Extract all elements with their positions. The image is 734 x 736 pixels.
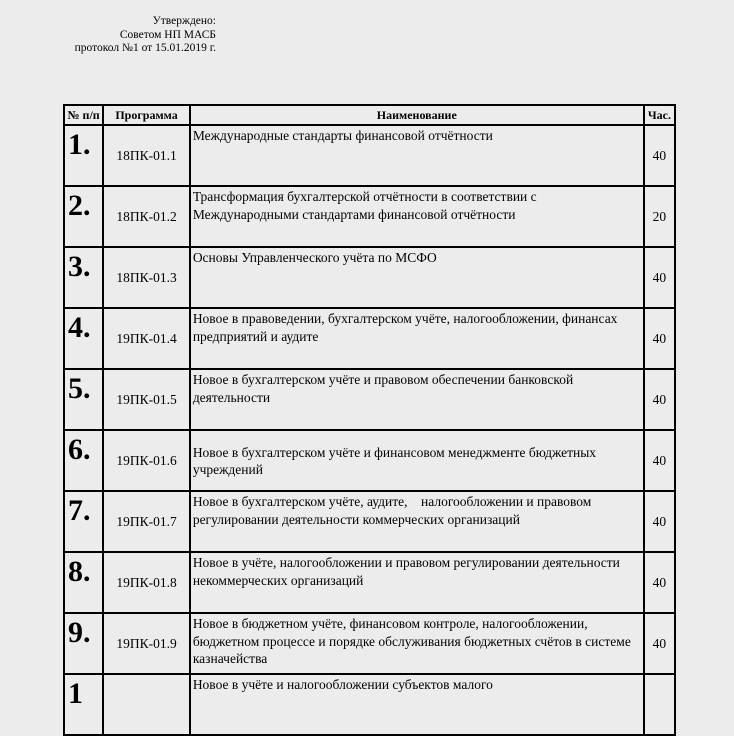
program-name: Новое в бухгалтерском учёте и правовом обеспечении банковской деятельности bbox=[190, 369, 644, 430]
table-row bbox=[64, 430, 675, 491]
row-number: 7. bbox=[64, 491, 103, 552]
table-row bbox=[64, 491, 675, 552]
program-code: 18ПК-01.3 bbox=[103, 247, 190, 308]
program-code: 19ПК-01.6 bbox=[103, 430, 190, 491]
table-row bbox=[64, 613, 675, 674]
programs-table bbox=[63, 104, 676, 736]
table-row bbox=[64, 674, 675, 735]
program-code bbox=[103, 674, 190, 735]
program-code: 19ПК-01.5 bbox=[103, 369, 190, 430]
row-number: 5. bbox=[64, 369, 103, 430]
program-hours: 40 bbox=[644, 247, 675, 308]
program-name: Новое в бухгалтерском учёте, аудите, налогообложении и правовом регулировании деятельности коммерческих организаций bbox=[190, 491, 644, 552]
table-row bbox=[64, 552, 675, 613]
program-name: Новое в бухгалтерском учёте и финансовом менеджменте бюджетных учреждений bbox=[190, 430, 644, 491]
header-number: № п/п bbox=[64, 105, 103, 125]
program-hours: 40 bbox=[644, 430, 675, 491]
table-row bbox=[64, 308, 675, 369]
table-row bbox=[64, 186, 675, 247]
approval-line-protocol: протокол №1 от 15.01.2019 г. bbox=[74, 42, 216, 54]
row-number: 8. bbox=[64, 552, 103, 613]
program-hours: 40 bbox=[644, 369, 675, 430]
row-number: 6. bbox=[64, 430, 103, 491]
approval-line-council: Советом НП МАСБ bbox=[119, 28, 216, 41]
program-name: Новое в учёте и налогообложении субъектов малого bbox=[190, 674, 644, 735]
header-program: Программа bbox=[103, 105, 190, 125]
program-code: 18ПК-01.1 bbox=[103, 125, 190, 186]
program-name: Международные стандарты финансовой отчётности bbox=[190, 125, 644, 186]
header-hours: Час. bbox=[644, 105, 675, 125]
header-name: Наименование bbox=[190, 105, 644, 125]
table-row bbox=[64, 247, 675, 308]
table-header-row bbox=[64, 105, 675, 125]
program-hours: 40 bbox=[644, 308, 675, 369]
program-code: 19ПК-01.8 bbox=[103, 552, 190, 613]
program-hours: 20 bbox=[644, 186, 675, 247]
row-number: 2. bbox=[64, 186, 103, 247]
program-hours: 40 bbox=[644, 552, 675, 613]
program-code: 19ПК-01.9 bbox=[103, 613, 190, 674]
approval-stamp bbox=[60, 15, 216, 56]
row-number: 4. bbox=[64, 308, 103, 369]
table-row bbox=[64, 125, 675, 186]
row-number: 3. bbox=[64, 247, 103, 308]
program-hours: 40 bbox=[644, 491, 675, 552]
program-hours: 40 bbox=[644, 125, 675, 186]
row-number: 1 bbox=[64, 674, 103, 735]
program-name: Основы Управленческого учёта по МСФО bbox=[190, 247, 644, 308]
program-name: Новое в правоведении, бухгалтерском учёте, налогообложении, финансах предприятий и аудите bbox=[190, 308, 644, 369]
row-number: 1. bbox=[64, 125, 103, 186]
program-code: 19ПК-01.7 bbox=[103, 491, 190, 552]
program-hours: 40 bbox=[644, 613, 675, 674]
approval-line-approved: Утверждено: bbox=[152, 15, 216, 27]
row-number: 9. bbox=[64, 613, 103, 674]
program-hours bbox=[644, 674, 675, 735]
program-code: 18ПК-01.2 bbox=[103, 186, 190, 247]
program-name: Трансформация бухгалтерской отчётности в соответствии с Международными стандартами финансовой отчётности bbox=[190, 186, 644, 247]
program-name: Новое в учёте, налогообложении и правовом регулировании деятельности некоммерческих организаций bbox=[190, 552, 644, 613]
program-code: 19ПК-01.4 bbox=[103, 308, 190, 369]
program-name: Новое в бюджетном учёте, финансовом контроле, налогообложении, бюджетном процессе и порядке обслуживания бюджетных счётов в системе казначейства bbox=[190, 613, 644, 674]
table-row bbox=[64, 369, 675, 430]
